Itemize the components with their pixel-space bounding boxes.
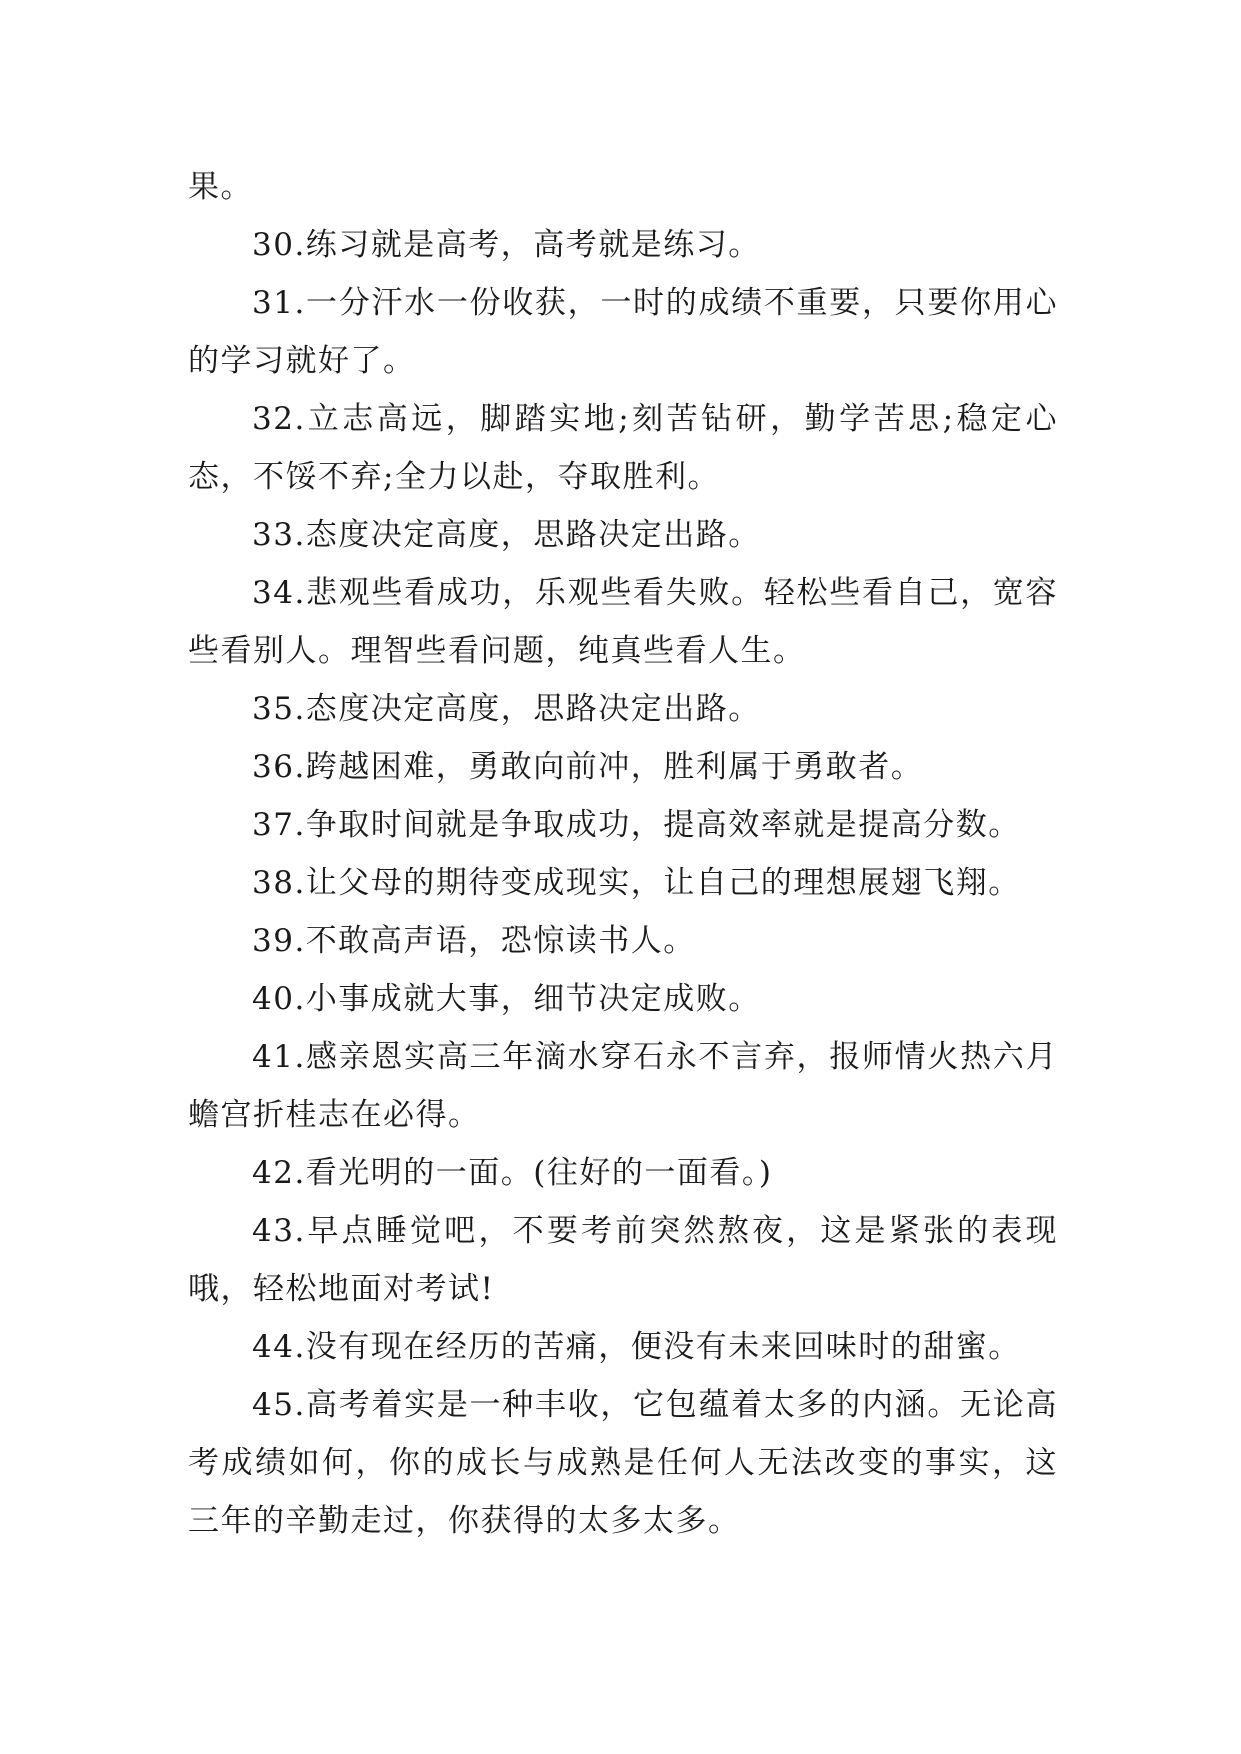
paragraph-item-34: 34.悲观些看成功，乐观些看失败。轻松些看自己，宽容些看别人。理智些看问题，纯真些看人生。 [188, 575, 1058, 669]
paragraph-item-41: 41.感亲恩实高三年滴水穿石永不言弃，报师情火热六月蟾宫折桂志在必得。 [188, 1039, 1058, 1133]
paragraph-item-36: 36.跨越困难，勇敢向前冲，胜利属于勇敢者。 [252, 749, 924, 785]
document-body [188, 158, 1058, 1550]
paragraph-item-33: 33.态度决定高度，思路决定出路。 [252, 517, 761, 553]
paragraph-item-44: 44.没有现在经历的苦痛，便没有未来回味时的甜蜜。 [252, 1329, 1021, 1365]
paragraph-item-42: 42.看光明的一面。(往好的一面看。) [252, 1155, 773, 1191]
paragraph-item-35: 35.态度决定高度，思路决定出路。 [252, 691, 761, 727]
paragraph-item-31: 31.一分汗水一份收获，一时的成绩不重要，只要你用心的学习就好了。 [188, 285, 1058, 379]
paragraph-continuation: 果。 [188, 169, 253, 205]
paragraph-item-45: 45.高考着实是一种丰收，它包蕴着太多的内涵。无论高考成绩如何，你的成长与成熟是任何人无法改变的事实，这三年的辛勤走过，你获得的太多太多。 [188, 1387, 1058, 1539]
paragraph-item-43: 43.早点睡觉吧，不要考前突然熬夜，这是紧张的表现哦，轻松地面对考试! [188, 1213, 1058, 1307]
paragraph-item-37: 37.争取时间就是争取成功，提高效率就是提高分数。 [252, 807, 1021, 843]
paragraph-item-38: 38.让父母的期待变成现实，让自己的理想展翅飞翔。 [252, 865, 1021, 901]
paragraph-item-32: 32.立志高远，脚踏实地;刻苦钻研，勤学苦思;稳定心态，不馁不弃;全力以赴，夺取胜利。 [188, 401, 1058, 495]
paragraph-item-30: 30.练习就是高考，高考就是练习。 [252, 227, 761, 263]
paragraph-item-40: 40.小事成就大事，细节决定成败。 [252, 981, 761, 1017]
paragraph-item-39: 39.不敢高声语，恐惊读书人。 [252, 923, 696, 959]
